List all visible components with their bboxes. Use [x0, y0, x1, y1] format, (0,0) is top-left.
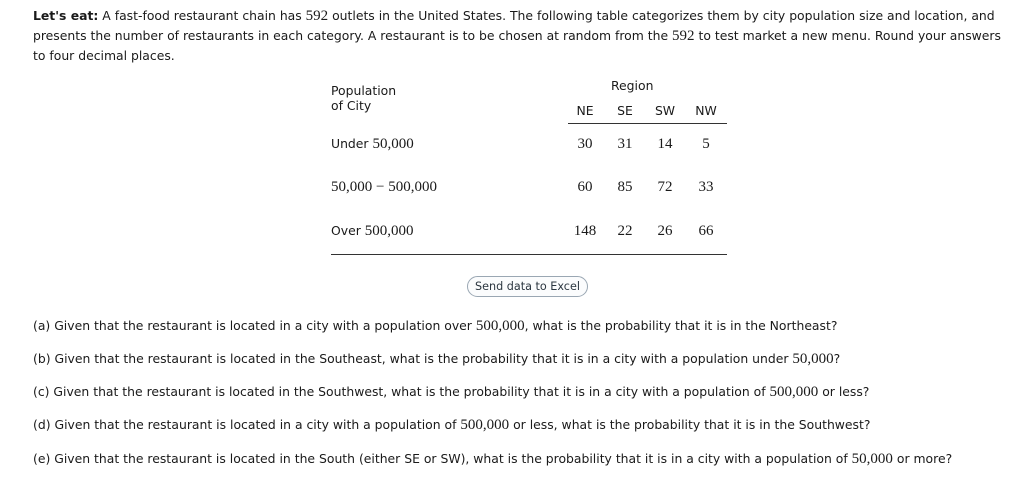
row-label-under-50000: Under 50,000 — [331, 136, 414, 152]
table-cell: 60 — [577, 179, 593, 195]
table-cell: 85 — [617, 179, 633, 195]
table-cell: 22 — [617, 223, 633, 239]
column-header-sw: SW — [654, 103, 676, 118]
row-label-over-500000: Over 500,000 — [331, 223, 414, 239]
population-header: Population of City — [331, 83, 397, 113]
send-to-excel-button[interactable]: Send data to Excel — [467, 276, 588, 297]
table-cell: 5 — [702, 136, 710, 152]
question-b: (b) Given that the restaurant is located in the Southeast, what is the probability that it is in a city with a population under 50,000? — [33, 351, 841, 367]
table-cell: 33 — [698, 179, 714, 195]
table-cell: 30 — [577, 136, 593, 152]
column-header-ne: NE — [576, 103, 594, 118]
table-cell: 148 — [573, 223, 597, 239]
problem-statement — [33, 6, 1013, 65]
intro-text-3: to test market a new menu. Round your answers to four decimal places. — [33, 28, 1001, 63]
region-header: Region — [611, 78, 654, 93]
table-bottom-rule — [331, 254, 727, 255]
table-cell: 66 — [698, 223, 714, 239]
intro-text-2: outlets in the United States. The following table categorizes them by city population size and location, and presents the number of restaurants in each category. A restaurant is to be chosen at random from the — [33, 8, 995, 43]
question-d: (d) Given that the restaurant is located in a city with a population of 500,000 or less, what is the probability that it is in the Southwest? — [33, 417, 871, 433]
table-cell: 31 — [617, 136, 633, 152]
restaurant-table — [331, 76, 727, 256]
table-cell: 14 — [657, 136, 673, 152]
table-cell: 72 — [657, 179, 673, 195]
table-cell: 26 — [657, 223, 673, 239]
problem-lead: Let's eat: — [33, 8, 99, 23]
row-label-50000-500000: 50,000 − 500,000 — [331, 179, 437, 195]
question-e: (e) Given that the restaurant is located in the South (either SE or SW), what is the probability that it is in a city with a population of 50,000 or more? — [33, 451, 953, 467]
question-c: (c) Given that the restaurant is located in the Southwest, what is the probability that it is in a city with a population of 500,000 or less? — [33, 384, 870, 400]
outlet-count: 592 — [305, 8, 329, 24]
question-a: (a) Given that the restaurant is located in a city with a population over 500,000, what is the probability that it is in the Northeast? — [33, 318, 838, 334]
header-rule — [568, 123, 727, 124]
column-header-se: SE — [617, 103, 633, 118]
total-count: 592 — [672, 28, 695, 44]
column-header-nw: NW — [695, 103, 717, 118]
intro-text-1: A fast-food restaurant chain has — [98, 8, 306, 23]
